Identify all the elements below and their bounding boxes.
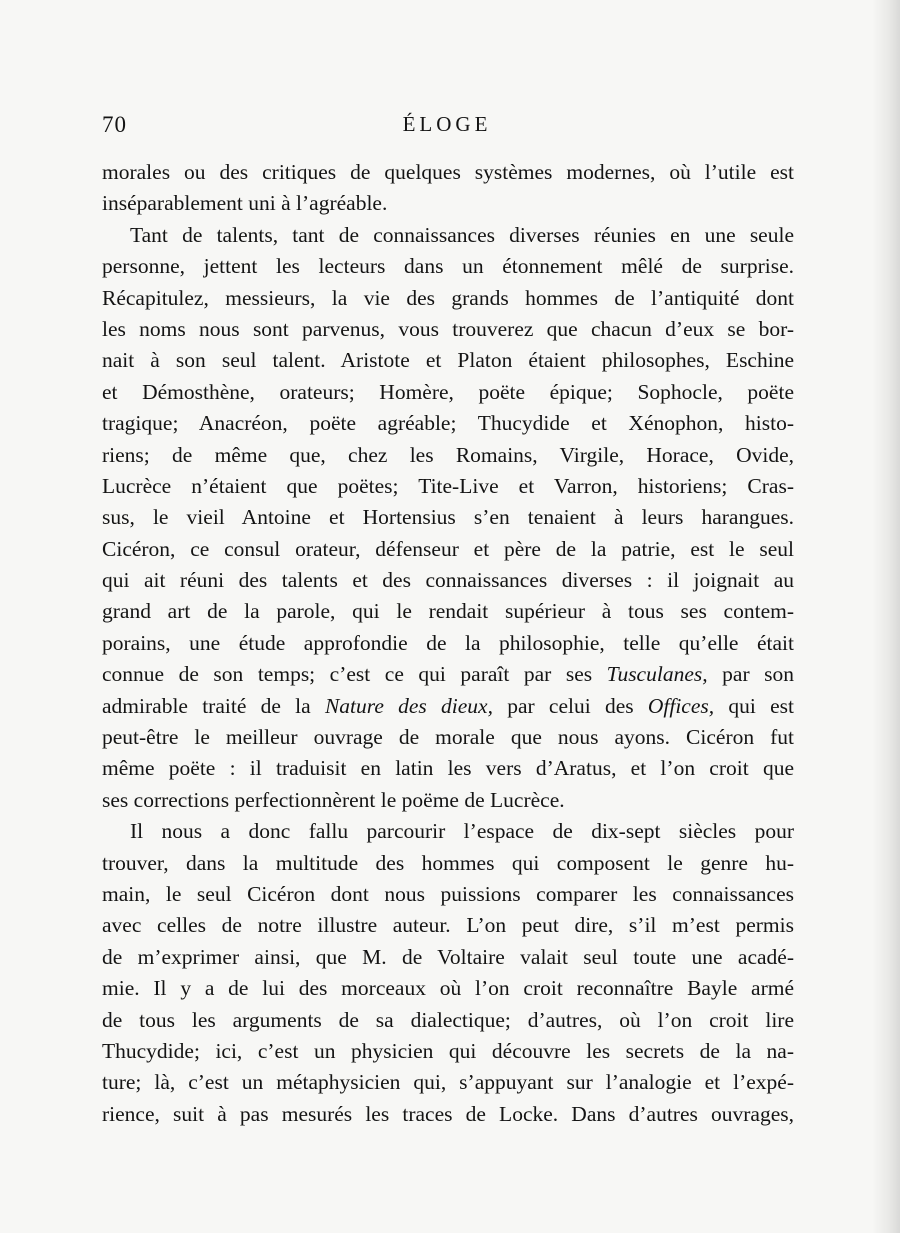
page-edge-shadow <box>872 0 900 1233</box>
text-line: les noms nous sont parvenus, vous trouverez que chacun d’eux se bor- <box>102 316 794 341</box>
text-line: Récapitulez, messieurs, la vie des grands hommes de l’antiquité dont <box>102 285 794 310</box>
text-line: main, le seul Cicéron dont nous puissions comparer les connaissances <box>102 881 794 906</box>
italic-title-nature-des-dieux: Nature des dieux, <box>324 693 493 718</box>
text-line: inséparablement uni à l’agréable. <box>102 191 388 216</box>
text-line: Tant de talents, tant de connaissances diverses réunies en une seule <box>130 222 794 247</box>
running-title: ÉLOGE <box>402 112 492 136</box>
text-line: tragique; Anacréon, poëte agréable; Thucydide et Xénophon, histo- <box>102 411 794 436</box>
text-line: même poëte : il traduisit en latin les vers d’Aratus, et l’on croit que <box>102 756 794 781</box>
text-run: par son <box>707 662 794 687</box>
text-line: riens; de même que, chez les Romains, Virgile, Horace, Ovide, <box>102 442 794 467</box>
text-line: Il nous a donc fallu parcourir l’espace de dix-sept siècles pour <box>130 819 794 844</box>
text-run: par celui des <box>492 693 648 718</box>
text-line: mie. Il y a de lui des morceaux où l’on croit reconnaître Bayle armé <box>102 976 794 1001</box>
text-line: ture; là, c’est un métaphysicien qui, s’appuyant sur l’analogie et l’expé- <box>102 1070 794 1095</box>
text-line: peut-être le meilleur ouvrage de morale que nous ayons. Cicéron fut <box>102 725 794 750</box>
text-line: et Démosthène, orateurs; Homère, poëte épique; Sophocle, poëte <box>102 379 794 404</box>
text-line: grand art de la parole, qui le rendait supérieur à tous ses contem- <box>102 599 794 624</box>
text-line: rience, suit à pas mesurés les traces de Locke. Dans d’autres ouvrages, <box>102 1101 794 1126</box>
page-header <box>102 112 792 144</box>
text-line: de m’exprimer ainsi, que M. de Voltaire valait seul toute une acadé- <box>102 944 794 969</box>
text-line: personne, jettent les lecteurs dans un étonnement mêlé de surprise. <box>102 254 794 279</box>
text-line: de tous les arguments de sa dialectique; d’autres, où l’on croit lire <box>102 1007 794 1032</box>
text-run: admirable traité de la <box>102 693 325 718</box>
text-line: Lucrèce n’étaient que poëtes; Tite-Live et Varron, historiens; Cras- <box>102 473 794 498</box>
italic-title-offices: Offices, <box>647 693 715 718</box>
text-run: qui est <box>714 693 794 718</box>
text-line: porains, une étude approfondie de la philosophie, telle qu’elle était <box>102 630 794 655</box>
text-line: ses corrections perfectionnèrent le poëme de Lucrèce. <box>102 787 565 812</box>
text-line: morales ou des critiques de quelques systèmes modernes, où l’utile est <box>102 160 794 184</box>
page-number: 70 <box>102 112 127 137</box>
text-line <box>102 659 794 690</box>
text-line: avec celles de notre illustre auteur. L’on peut dire, s’il m’est permis <box>102 913 794 938</box>
text-line: Cicéron, ce consul orateur, défenseur et père de la patrie, est le seul <box>102 536 794 561</box>
text-line: nait à son seul talent. Aristote et Platon étaient philosophes, Eschine <box>102 348 794 373</box>
italic-title-tusculanes: Tusculanes, <box>606 662 708 687</box>
text-line: Thucydide; ici, c’est un physicien qui découvre les secrets de la na- <box>102 1038 794 1063</box>
text-line: sus, le vieil Antoine et Hortensius s’en tenaient à leurs harangues. <box>102 505 794 530</box>
text-line: trouver, dans la multitude des hommes qui composent le genre hu- <box>102 850 794 875</box>
text-run: connue de son temps; c’est ce qui paraît par ses <box>102 662 607 687</box>
body-text <box>102 157 794 1130</box>
text-line: qui ait réuni des talents et des connaissances diverses : il joignait au <box>102 568 794 593</box>
text-line <box>102 691 794 722</box>
